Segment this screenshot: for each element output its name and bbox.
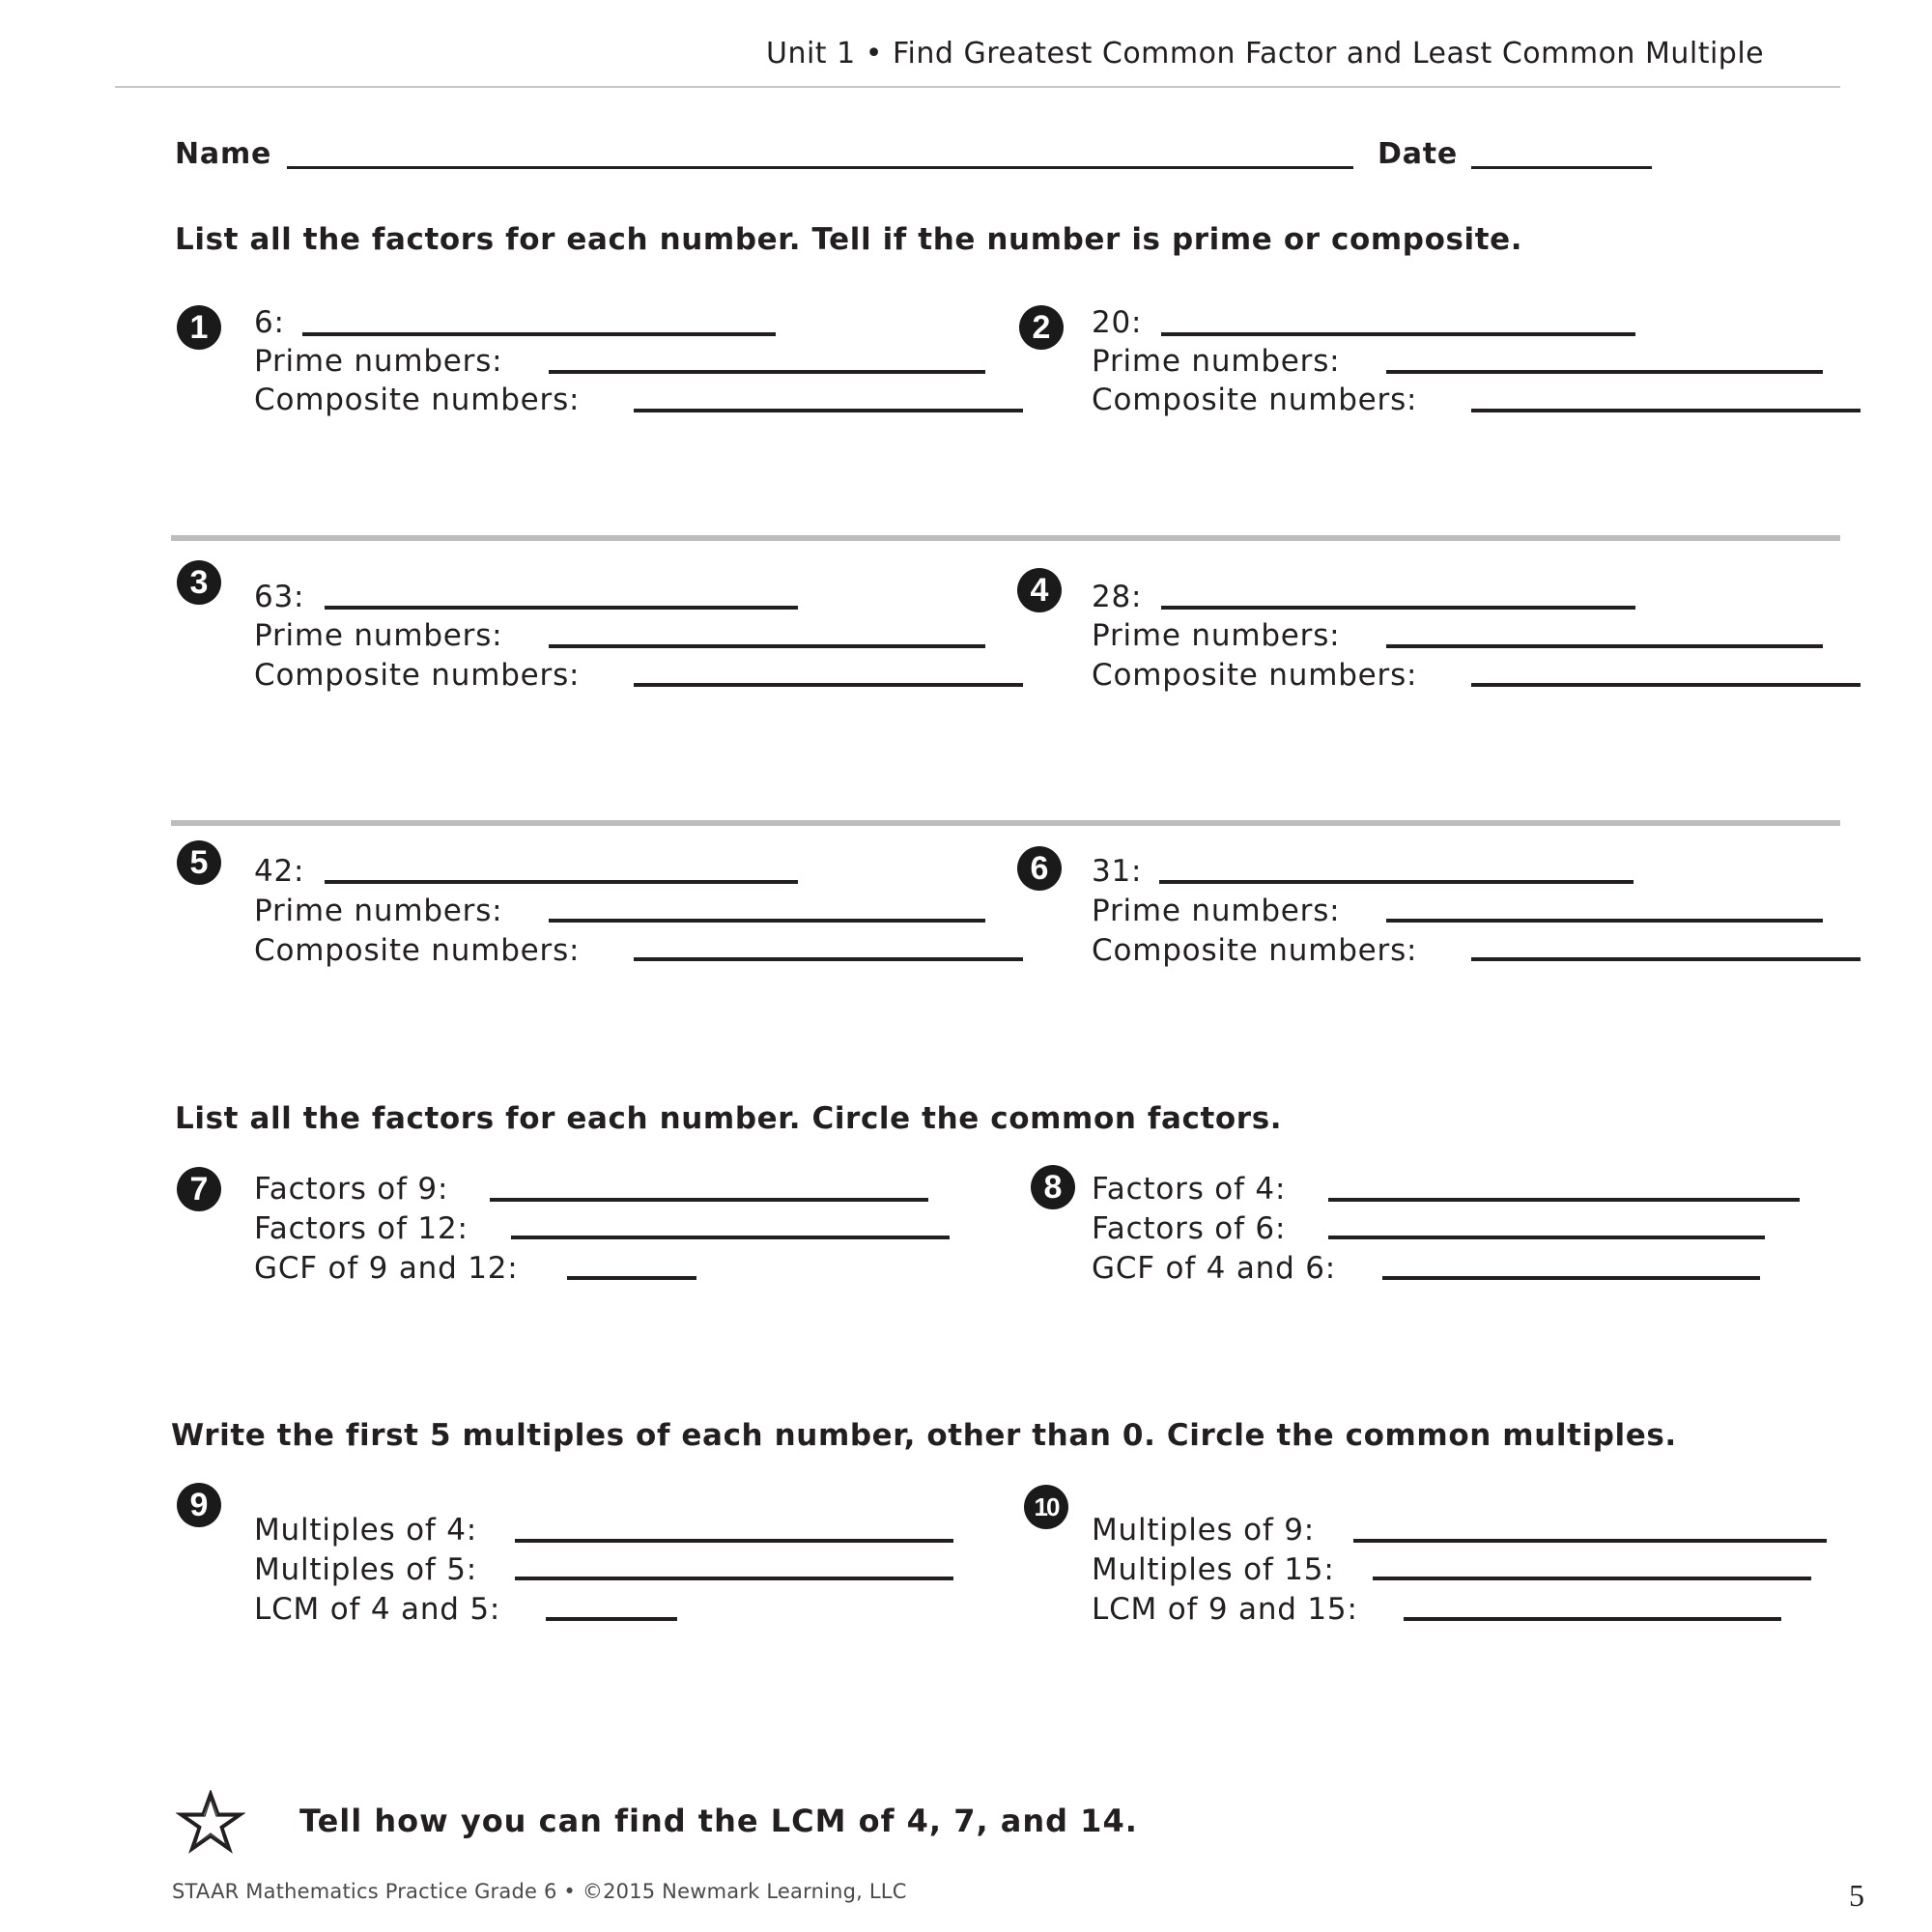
problem-10-line-1-label: Multiples of 9: [1092, 1513, 1316, 1548]
problem-7-line-2-label: Factors of 12: [254, 1211, 469, 1246]
problem-1-line-2-label: Prime numbers: [254, 344, 503, 379]
problem-3-line-2-answer[interactable] [549, 644, 985, 648]
name-field[interactable] [287, 166, 1353, 169]
problem-4-line-1-answer[interactable] [1161, 606, 1635, 610]
problem-9-line-2-label: Multiples of 5: [254, 1552, 478, 1587]
problem-6-number-icon: 6 [1017, 846, 1062, 891]
problem-5-number-icon: 5 [177, 840, 221, 885]
problem-4-line-3-answer[interactable] [1471, 683, 1861, 687]
section-divider-2 [171, 820, 1840, 826]
problem-5-line-2-label: Prime numbers: [254, 894, 503, 928]
problem-3-line-1-label: 63: [254, 580, 305, 614]
problem-8-number-icon: 8 [1031, 1165, 1075, 1209]
problem-1-line-3-answer[interactable] [634, 409, 1023, 412]
challenge-prompt: Tell how you can find the LCM of 4, 7, and 14. [299, 1803, 1138, 1839]
date-field[interactable] [1471, 166, 1652, 169]
problem-5-line-3-answer[interactable] [634, 957, 1023, 961]
problem-3-line-3-answer[interactable] [634, 683, 1023, 687]
problem-3-line-1-answer[interactable] [325, 606, 798, 610]
problem-4-line-3-label: Composite numbers: [1092, 658, 1418, 693]
problem-10-line-2-answer[interactable] [1373, 1577, 1811, 1580]
problem-10-line-2-label: Multiples of 15: [1092, 1552, 1335, 1587]
problem-7-number-icon: 7 [177, 1167, 221, 1211]
problem-9-line-1-label: Multiples of 4: [254, 1513, 478, 1548]
footer-credit: STAAR Mathematics Practice Grade 6 • ©2015 Newmark Learning, LLC [172, 1880, 907, 1903]
name-label: Name [175, 137, 272, 171]
problem-8-line-1-answer[interactable] [1328, 1198, 1800, 1202]
problem-2-line-3-answer[interactable] [1471, 409, 1861, 412]
problem-10-number-icon: 10 [1024, 1485, 1068, 1529]
problem-10-line-3-label: LCM of 9 and 15: [1092, 1592, 1358, 1627]
problem-4-line-2-answer[interactable] [1386, 644, 1823, 648]
problem-6-line-1-label: 31: [1092, 854, 1143, 889]
problem-9-number-icon: 9 [177, 1483, 221, 1527]
problem-3-line-3-label: Composite numbers: [254, 658, 581, 693]
problem-7-line-3-label: GCF of 9 and 12: [254, 1251, 519, 1286]
page-number: 5 [1849, 1878, 1864, 1913]
unit-header-title: Unit 1 • Find Greatest Common Factor and Least Common Multiple [766, 37, 1765, 71]
problem-2-line-1-label: 20: [1092, 305, 1143, 340]
problem-9-line-2-answer[interactable] [515, 1577, 953, 1580]
problem-10-line-1-answer[interactable] [1353, 1539, 1827, 1543]
header-rule [115, 86, 1840, 88]
problem-7-line-3-answer[interactable] [567, 1276, 696, 1280]
problem-1-line-1-answer[interactable] [302, 332, 776, 336]
problem-1-line-3-label: Composite numbers: [254, 383, 581, 417]
problem-6-line-3-label: Composite numbers: [1092, 933, 1418, 968]
problem-3-line-2-label: Prime numbers: [254, 618, 503, 653]
problem-8-line-3-answer[interactable] [1382, 1276, 1760, 1280]
section-2-instruction: List all the factors for each number. Circle the common factors. [175, 1101, 1283, 1136]
date-label: Date [1378, 137, 1459, 171]
problem-7-line-2-answer[interactable] [511, 1236, 950, 1239]
problem-6-line-1-answer[interactable] [1159, 880, 1634, 884]
problem-9-line-1-answer[interactable] [515, 1539, 953, 1543]
problem-8-line-2-answer[interactable] [1328, 1236, 1765, 1239]
problem-5-line-3-label: Composite numbers: [254, 933, 581, 968]
problem-2-number-icon: 2 [1019, 305, 1064, 350]
problem-8-line-1-label: Factors of 4: [1092, 1172, 1287, 1207]
problem-4-line-1-label: 28: [1092, 580, 1143, 614]
problem-10-line-3-answer[interactable] [1404, 1617, 1781, 1621]
problem-1-line-1-label: 6: [254, 305, 285, 340]
problem-2-line-3-label: Composite numbers: [1092, 383, 1418, 417]
problem-6-line-3-answer[interactable] [1471, 957, 1861, 961]
problem-2-line-2-label: Prime numbers: [1092, 344, 1341, 379]
problem-9-line-3-label: LCM of 4 and 5: [254, 1592, 501, 1627]
problem-1-number-icon: 1 [177, 305, 221, 350]
problem-3-number-icon: 3 [177, 560, 221, 605]
problem-8-line-3-label: GCF of 4 and 6: [1092, 1251, 1337, 1286]
problem-7-line-1-label: Factors of 9: [254, 1172, 449, 1207]
problem-9-line-3-answer[interactable] [546, 1617, 677, 1621]
problem-2-line-2-answer[interactable] [1386, 370, 1823, 374]
problem-2-line-1-answer[interactable] [1161, 332, 1635, 336]
problem-6-line-2-label: Prime numbers: [1092, 894, 1341, 928]
section-1-instruction: List all the factors for each number. Tell if the number is prime or composite. [175, 222, 1523, 257]
problem-1-line-2-answer[interactable] [549, 370, 985, 374]
problem-5-line-1-answer[interactable] [325, 880, 798, 884]
problem-6-line-2-answer[interactable] [1386, 919, 1823, 923]
star-icon [176, 1790, 245, 1854]
problem-8-line-2-label: Factors of 6: [1092, 1211, 1287, 1246]
problem-4-number-icon: 4 [1017, 568, 1062, 612]
problem-7-line-1-answer[interactable] [490, 1198, 928, 1202]
section-3-instruction: Write the first 5 multiples of each number, other than 0. Circle the common multiples. [171, 1418, 1677, 1453]
problem-5-line-2-answer[interactable] [549, 919, 985, 923]
problem-5-line-1-label: 42: [254, 854, 305, 889]
problem-4-line-2-label: Prime numbers: [1092, 618, 1341, 653]
section-divider-1 [171, 535, 1840, 541]
